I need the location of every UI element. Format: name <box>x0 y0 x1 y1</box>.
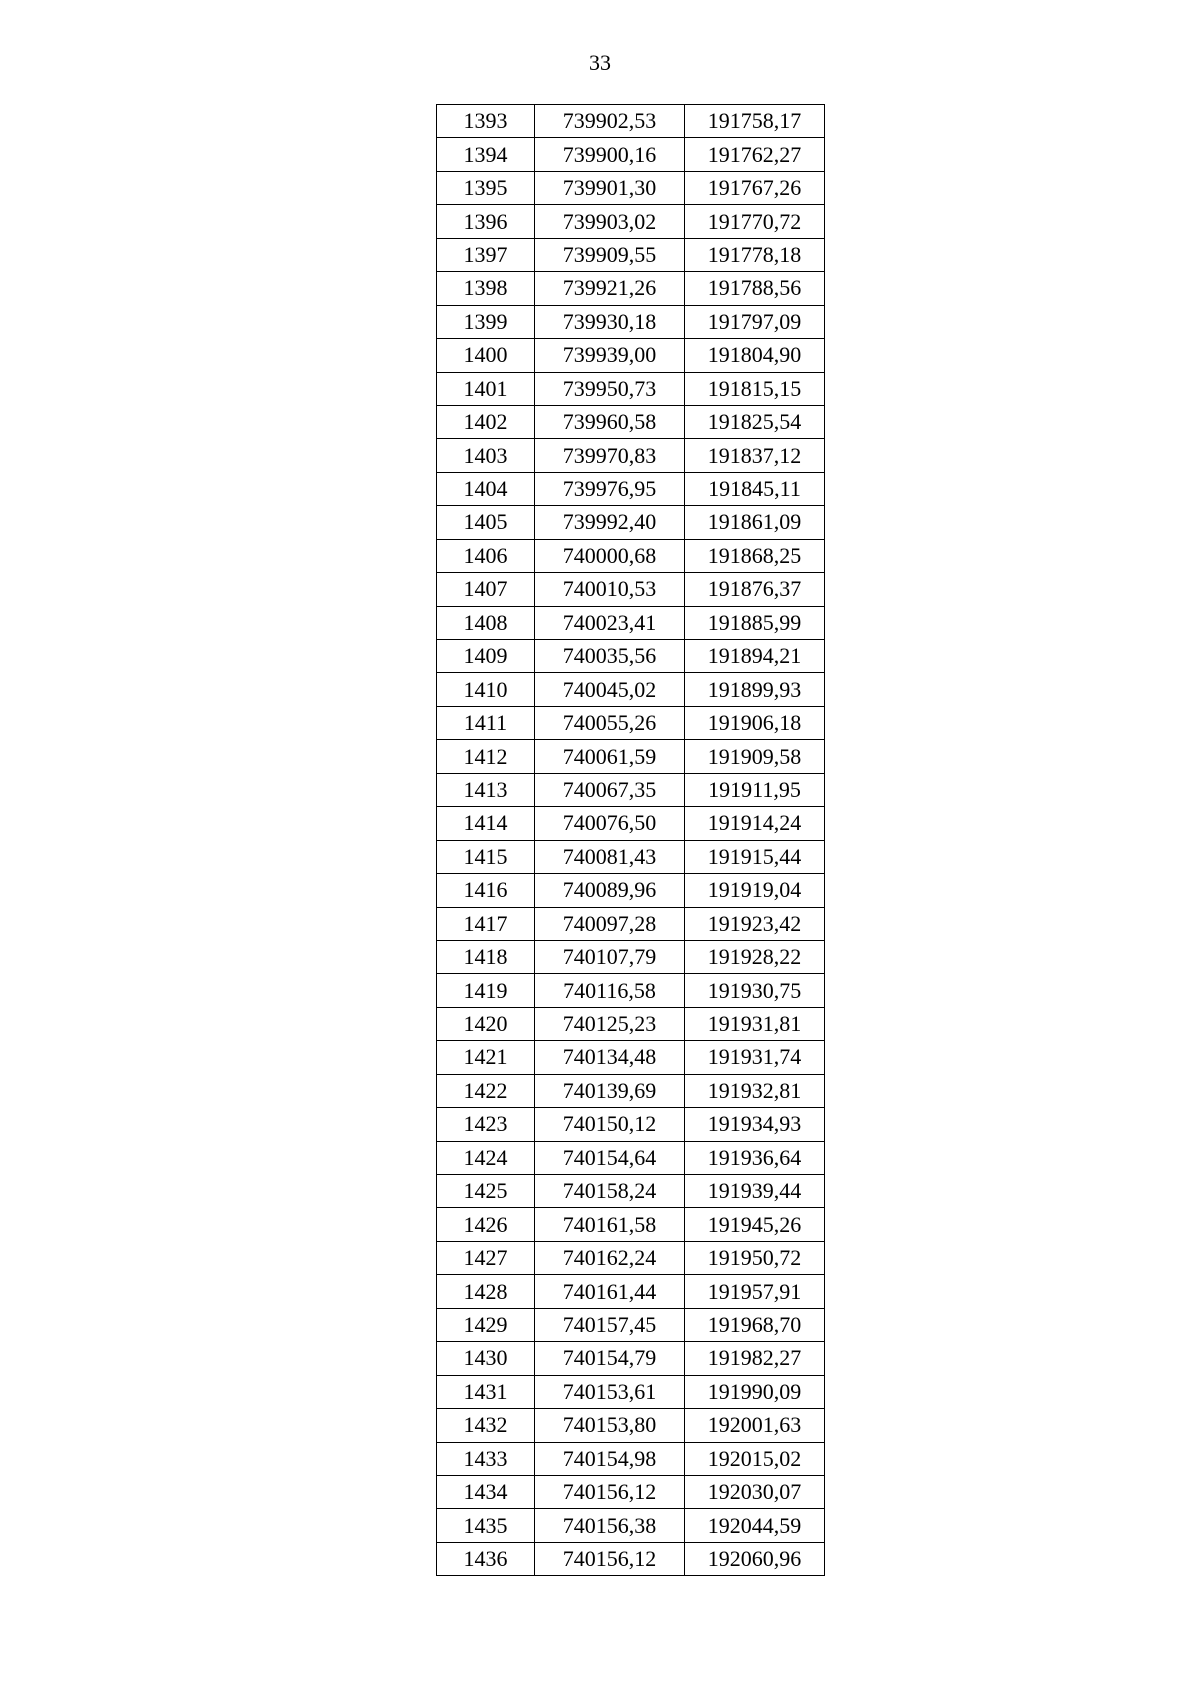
point-number-cell: 1411 <box>437 706 535 739</box>
point-number-cell: 1419 <box>437 974 535 1007</box>
y-coordinate-cell: 191906,18 <box>685 706 825 739</box>
point-number-cell: 1433 <box>437 1442 535 1475</box>
x-coordinate-cell: 740154,98 <box>535 1442 685 1475</box>
point-number-cell: 1434 <box>437 1475 535 1508</box>
y-coordinate-cell: 191923,42 <box>685 907 825 940</box>
y-coordinate-cell: 191899,93 <box>685 673 825 706</box>
x-coordinate-cell: 740116,58 <box>535 974 685 1007</box>
point-number-cell: 1430 <box>437 1342 535 1375</box>
point-number-cell: 1413 <box>437 773 535 806</box>
point-number-cell: 1425 <box>437 1175 535 1208</box>
y-coordinate-cell: 191915,44 <box>685 840 825 873</box>
x-coordinate-cell: 740076,50 <box>535 807 685 840</box>
x-coordinate-cell: 740150,12 <box>535 1108 685 1141</box>
y-coordinate-cell: 191815,15 <box>685 372 825 405</box>
y-coordinate-cell: 192001,63 <box>685 1409 825 1442</box>
point-number-cell: 1407 <box>437 573 535 606</box>
table-row <box>437 1409 825 1442</box>
point-number-cell: 1404 <box>437 472 535 505</box>
x-coordinate-cell: 740157,45 <box>535 1308 685 1341</box>
point-number-cell: 1426 <box>437 1208 535 1241</box>
x-coordinate-cell: 740035,56 <box>535 640 685 673</box>
y-coordinate-cell: 191770,72 <box>685 205 825 238</box>
point-number-cell: 1402 <box>437 405 535 438</box>
table-row <box>437 1442 825 1475</box>
x-coordinate-cell: 740000,68 <box>535 539 685 572</box>
x-coordinate-cell: 740097,28 <box>535 907 685 940</box>
point-number-cell: 1431 <box>437 1375 535 1408</box>
table-row <box>437 907 825 940</box>
x-coordinate-cell: 740139,69 <box>535 1074 685 1107</box>
point-number-cell: 1435 <box>437 1509 535 1542</box>
point-number-cell: 1417 <box>437 907 535 940</box>
table-row <box>437 305 825 338</box>
table-row <box>437 706 825 739</box>
point-number-cell: 1397 <box>437 238 535 271</box>
table-row <box>437 940 825 973</box>
coordinates-table <box>436 104 825 1576</box>
table-row <box>437 171 825 204</box>
y-coordinate-cell: 191758,17 <box>685 105 825 138</box>
point-number-cell: 1393 <box>437 105 535 138</box>
table-row <box>437 539 825 572</box>
point-number-cell: 1396 <box>437 205 535 238</box>
y-coordinate-cell: 191931,81 <box>685 1007 825 1040</box>
table-row <box>437 506 825 539</box>
table-row <box>437 1308 825 1341</box>
y-coordinate-cell: 191845,11 <box>685 472 825 505</box>
point-number-cell: 1420 <box>437 1007 535 1040</box>
y-coordinate-cell: 191767,26 <box>685 171 825 204</box>
table-row <box>437 740 825 773</box>
table-row <box>437 105 825 138</box>
y-coordinate-cell: 191804,90 <box>685 339 825 372</box>
point-number-cell: 1400 <box>437 339 535 372</box>
point-number-cell: 1395 <box>437 171 535 204</box>
x-coordinate-cell: 739950,73 <box>535 372 685 405</box>
point-number-cell: 1421 <box>437 1041 535 1074</box>
table-row <box>437 1509 825 1542</box>
x-coordinate-cell: 739930,18 <box>535 305 685 338</box>
table-row <box>437 339 825 372</box>
table-row <box>437 874 825 907</box>
point-number-cell: 1432 <box>437 1409 535 1442</box>
table-row <box>437 138 825 171</box>
table-row <box>437 1241 825 1274</box>
point-number-cell: 1405 <box>437 506 535 539</box>
y-coordinate-cell: 191837,12 <box>685 439 825 472</box>
y-coordinate-cell: 191936,64 <box>685 1141 825 1174</box>
y-coordinate-cell: 191982,27 <box>685 1342 825 1375</box>
x-coordinate-cell: 740161,58 <box>535 1208 685 1241</box>
y-coordinate-cell: 191885,99 <box>685 606 825 639</box>
point-number-cell: 1418 <box>437 940 535 973</box>
point-number-cell: 1406 <box>437 539 535 572</box>
table-row <box>437 472 825 505</box>
table-row <box>437 573 825 606</box>
x-coordinate-cell: 739939,00 <box>535 339 685 372</box>
point-number-cell: 1416 <box>437 874 535 907</box>
table-row <box>437 205 825 238</box>
point-number-cell: 1424 <box>437 1141 535 1174</box>
table-row <box>437 1342 825 1375</box>
point-number-cell: 1408 <box>437 606 535 639</box>
point-number-cell: 1401 <box>437 372 535 405</box>
x-coordinate-cell: 740023,41 <box>535 606 685 639</box>
y-coordinate-cell: 191914,24 <box>685 807 825 840</box>
x-coordinate-cell: 740061,59 <box>535 740 685 773</box>
y-coordinate-cell: 191778,18 <box>685 238 825 271</box>
point-number-cell: 1399 <box>437 305 535 338</box>
x-coordinate-cell: 740089,96 <box>535 874 685 907</box>
y-coordinate-cell: 192030,07 <box>685 1475 825 1508</box>
table-row <box>437 1375 825 1408</box>
point-number-cell: 1422 <box>437 1074 535 1107</box>
x-coordinate-cell: 739901,30 <box>535 171 685 204</box>
y-coordinate-cell: 191968,70 <box>685 1308 825 1341</box>
x-coordinate-cell: 740156,12 <box>535 1542 685 1575</box>
point-number-cell: 1412 <box>437 740 535 773</box>
x-coordinate-cell: 739976,95 <box>535 472 685 505</box>
point-number-cell: 1427 <box>437 1241 535 1274</box>
y-coordinate-cell: 191931,74 <box>685 1041 825 1074</box>
table-row <box>437 372 825 405</box>
y-coordinate-cell: 191825,54 <box>685 405 825 438</box>
y-coordinate-cell: 191934,93 <box>685 1108 825 1141</box>
point-number-cell: 1403 <box>437 439 535 472</box>
table-row <box>437 1041 825 1074</box>
x-coordinate-cell: 740156,38 <box>535 1509 685 1542</box>
x-coordinate-cell: 740153,61 <box>535 1375 685 1408</box>
table-row <box>437 1475 825 1508</box>
table-row <box>437 1007 825 1040</box>
point-number-cell: 1410 <box>437 673 535 706</box>
y-coordinate-cell: 191762,27 <box>685 138 825 171</box>
x-coordinate-cell: 739909,55 <box>535 238 685 271</box>
point-number-cell: 1423 <box>437 1108 535 1141</box>
point-number-cell: 1415 <box>437 840 535 873</box>
table-row <box>437 1208 825 1241</box>
table-row <box>437 1074 825 1107</box>
y-coordinate-cell: 191797,09 <box>685 305 825 338</box>
point-number-cell: 1414 <box>437 807 535 840</box>
point-number-cell: 1429 <box>437 1308 535 1341</box>
point-number-cell: 1409 <box>437 640 535 673</box>
point-number-cell: 1398 <box>437 272 535 305</box>
y-coordinate-cell: 191932,81 <box>685 1074 825 1107</box>
table-row <box>437 640 825 673</box>
y-coordinate-cell: 191788,56 <box>685 272 825 305</box>
x-coordinate-cell: 740134,48 <box>535 1041 685 1074</box>
y-coordinate-cell: 191945,26 <box>685 1208 825 1241</box>
x-coordinate-cell: 740161,44 <box>535 1275 685 1308</box>
table-row <box>437 238 825 271</box>
x-coordinate-cell: 739900,16 <box>535 138 685 171</box>
y-coordinate-cell: 192015,02 <box>685 1442 825 1475</box>
x-coordinate-cell: 740045,02 <box>535 673 685 706</box>
table-row <box>437 606 825 639</box>
y-coordinate-cell: 191868,25 <box>685 539 825 572</box>
y-coordinate-cell: 191911,95 <box>685 773 825 806</box>
x-coordinate-cell: 739902,53 <box>535 105 685 138</box>
table-row <box>437 1175 825 1208</box>
y-coordinate-cell: 191861,09 <box>685 506 825 539</box>
table-row <box>437 807 825 840</box>
table-row <box>437 673 825 706</box>
x-coordinate-cell: 739903,02 <box>535 205 685 238</box>
y-coordinate-cell: 191957,91 <box>685 1275 825 1308</box>
table-row <box>437 272 825 305</box>
y-coordinate-cell: 191939,44 <box>685 1175 825 1208</box>
table-row <box>437 1275 825 1308</box>
table-row <box>437 439 825 472</box>
x-coordinate-cell: 739960,58 <box>535 405 685 438</box>
y-coordinate-cell: 191919,04 <box>685 874 825 907</box>
coordinates-table-body <box>437 105 825 1576</box>
y-coordinate-cell: 191876,37 <box>685 573 825 606</box>
y-coordinate-cell: 191928,22 <box>685 940 825 973</box>
y-coordinate-cell: 191894,21 <box>685 640 825 673</box>
x-coordinate-cell: 740081,43 <box>535 840 685 873</box>
x-coordinate-cell: 739970,83 <box>535 439 685 472</box>
x-coordinate-cell: 740153,80 <box>535 1409 685 1442</box>
x-coordinate-cell: 740156,12 <box>535 1475 685 1508</box>
point-number-cell: 1436 <box>437 1542 535 1575</box>
x-coordinate-cell: 740010,53 <box>535 573 685 606</box>
y-coordinate-cell: 192060,96 <box>685 1542 825 1575</box>
x-coordinate-cell: 740055,26 <box>535 706 685 739</box>
x-coordinate-cell: 740154,64 <box>535 1141 685 1174</box>
table-row <box>437 1141 825 1174</box>
table-row <box>437 773 825 806</box>
table-row <box>437 1108 825 1141</box>
y-coordinate-cell: 191909,58 <box>685 740 825 773</box>
page-number: 33 <box>589 50 611 75</box>
y-coordinate-cell: 191930,75 <box>685 974 825 1007</box>
x-coordinate-cell: 739921,26 <box>535 272 685 305</box>
x-coordinate-cell: 740107,79 <box>535 940 685 973</box>
point-number-cell: 1428 <box>437 1275 535 1308</box>
table-row <box>437 840 825 873</box>
point-number-cell: 1394 <box>437 138 535 171</box>
x-coordinate-cell: 740125,23 <box>535 1007 685 1040</box>
table-row <box>437 974 825 1007</box>
y-coordinate-cell: 191990,09 <box>685 1375 825 1408</box>
x-coordinate-cell: 739992,40 <box>535 506 685 539</box>
x-coordinate-cell: 740162,24 <box>535 1241 685 1274</box>
x-coordinate-cell: 740067,35 <box>535 773 685 806</box>
table-row <box>437 405 825 438</box>
x-coordinate-cell: 740154,79 <box>535 1342 685 1375</box>
x-coordinate-cell: 740158,24 <box>535 1175 685 1208</box>
y-coordinate-cell: 191950,72 <box>685 1241 825 1274</box>
table-row <box>437 1542 825 1575</box>
y-coordinate-cell: 192044,59 <box>685 1509 825 1542</box>
